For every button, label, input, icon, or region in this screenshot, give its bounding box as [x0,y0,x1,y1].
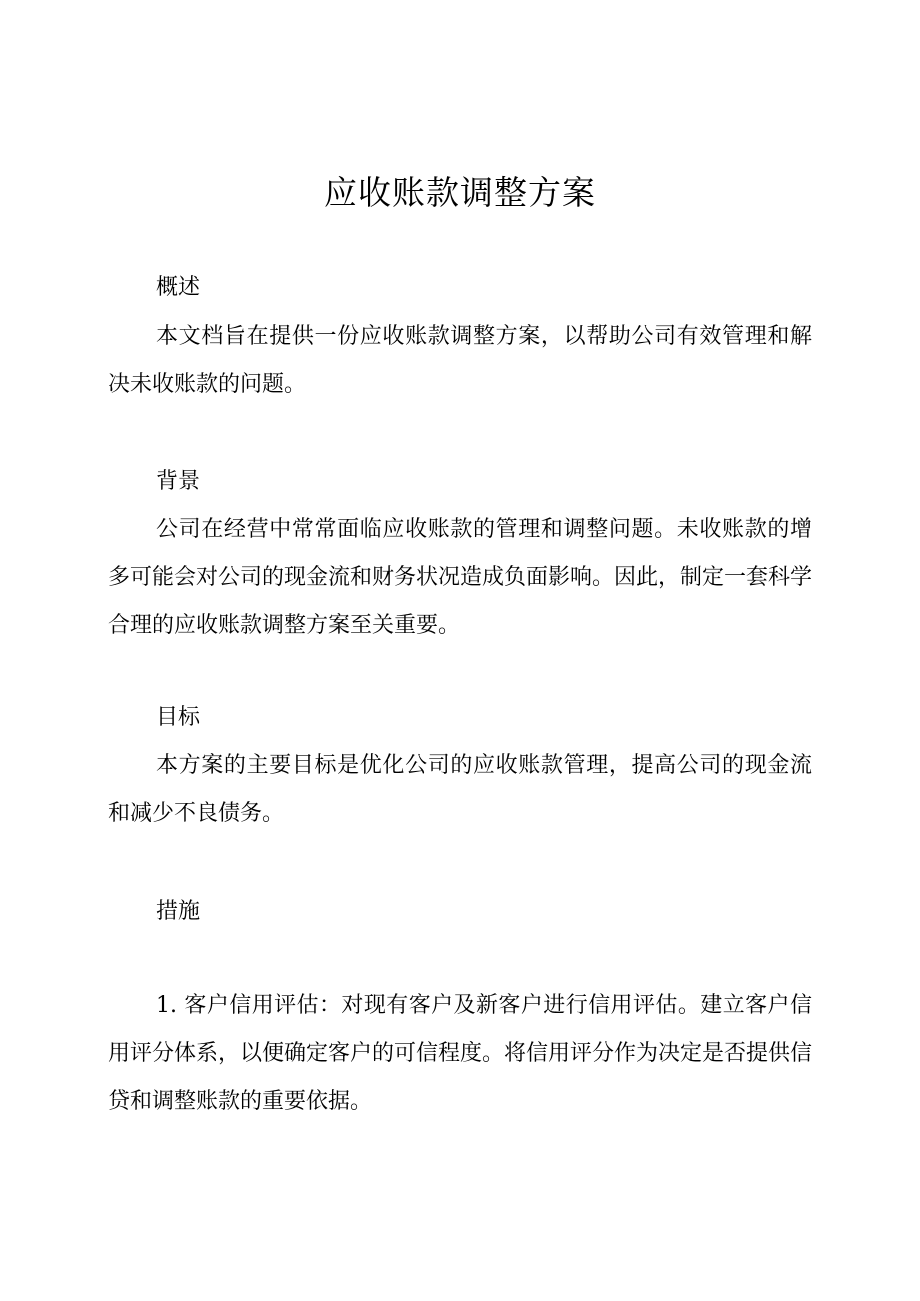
section-paragraph-overview: 本文档旨在提供一份应收账款调整方案，以帮助公司有效管理和解决未收账款的问题。 [108,324,812,397]
section-heading-goals: 目标 [156,705,201,730]
section-heading-measures: 措施 [156,899,201,924]
measure-item-credit-assessment: 1. 客户信用评估：对现有客户及新客户进行信用评估。建立客户信用评分体系，以便确定客户的可信程度。将信用评分作为决定是否提供信贷和调整账款的重要依据。 [108,993,813,1114]
section-paragraph-goals: 本方案的主要目标是优化公司的应收账款管理，提高公司的现金流和减少不良债务。 [108,753,812,826]
section-heading-background: 背景 [156,469,201,494]
section-paragraph-background: 公司在经营中常常面临应收账款的管理和调整问题。未收账款的增多可能会对公司的现金流和财务状况造成负面影响。因此，制定一套科学合理的应收账款调整方案至关重要。 [108,517,813,638]
document-title: 应收账款调整方案 [324,173,596,212]
section-heading-overview: 概述 [156,275,201,300]
